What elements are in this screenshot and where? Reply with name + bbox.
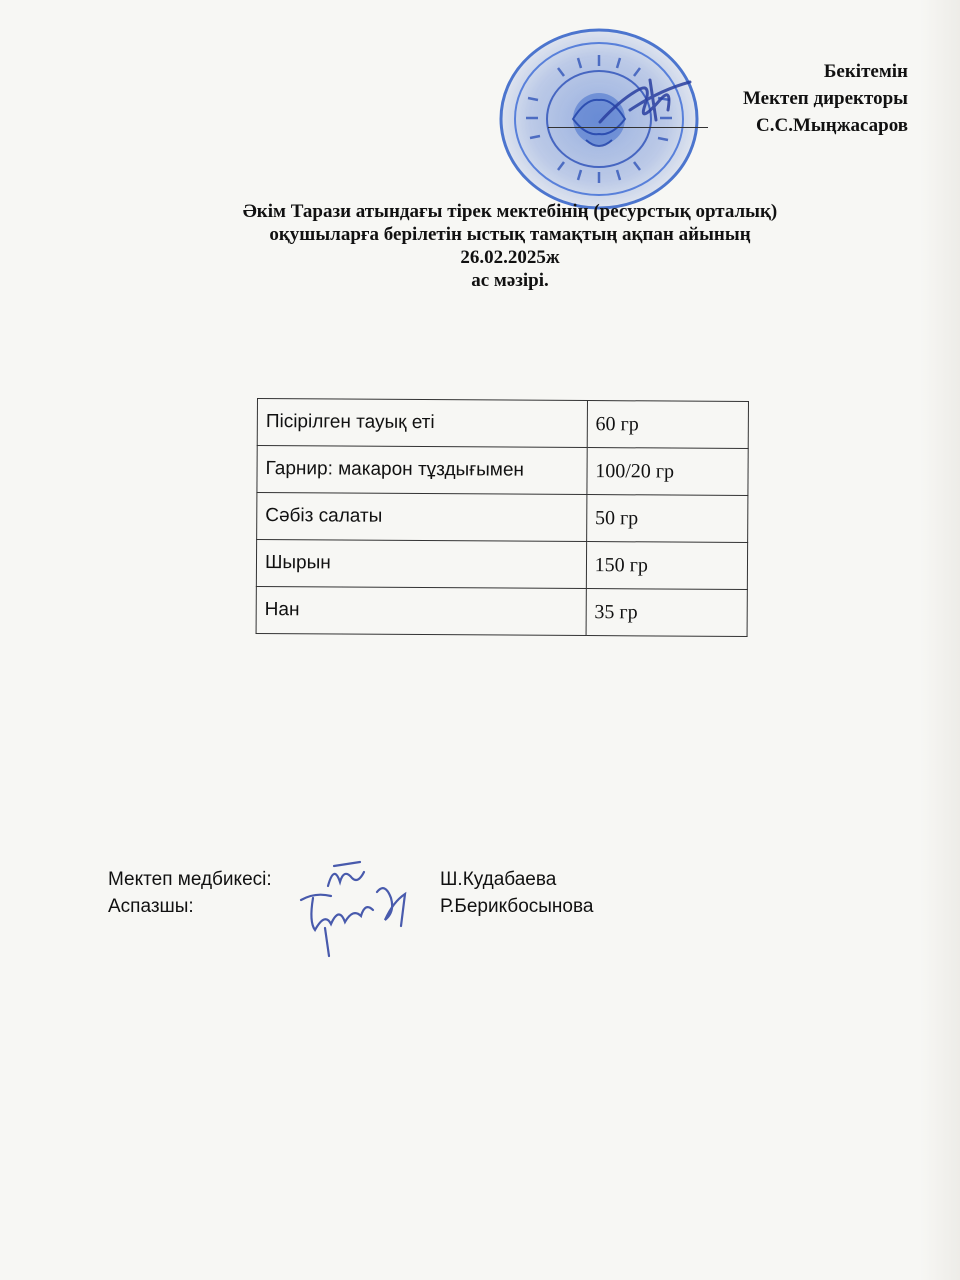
approval-block [743,58,908,139]
title-line-4: ас мәзірі. [471,270,549,291]
table-row [256,586,747,636]
document-title [100,200,920,292]
menu-dish: Нан [256,586,586,635]
menu-quantity: 50 гр [586,495,748,543]
menu-quantity: 35 гр [586,589,748,637]
title-line-2: оқушыларға берілетін ыстық тамақтың ақпан айының [269,224,751,245]
menu-table [256,398,749,637]
cook-signature-icon [295,872,420,960]
table-row [257,399,748,449]
staff-name: Ш.Кудабаева [440,869,557,890]
approval-heading: Бекітемін [823,61,908,82]
title-line-1: Әкім Тарази атындағы тірек мектебінің (ресурстық орталық) [242,201,778,222]
table-row [257,446,748,496]
table-row [256,540,747,590]
title-date: 26.02.2025ж [460,247,560,268]
staff-role: Аспазшы: [108,896,194,917]
menu-quantity: 150 гр [586,542,748,590]
menu-quantity: 60 гр [587,401,749,449]
menu-dish: Сәбіз салаты [257,493,587,542]
approval-director-name: С.С.Мыңжасаров [756,115,908,136]
menu-dish: Гарнир: макарон тұздығымен [257,446,587,495]
staff-name: Р.Берикбосынова [440,896,594,917]
staff-role: Мектеп медбикесі: [108,869,272,890]
table-row [257,493,748,543]
page-shadow [920,0,960,1280]
approval-position: Мектеп директоры [742,88,908,109]
menu-dish: Пісірілген тауық еті [257,399,587,448]
menu-dish: Шырын [256,540,586,589]
director-signature-icon [590,60,710,140]
menu-quantity: 100/20 гр [587,448,749,496]
director-signature-line [548,127,708,128]
